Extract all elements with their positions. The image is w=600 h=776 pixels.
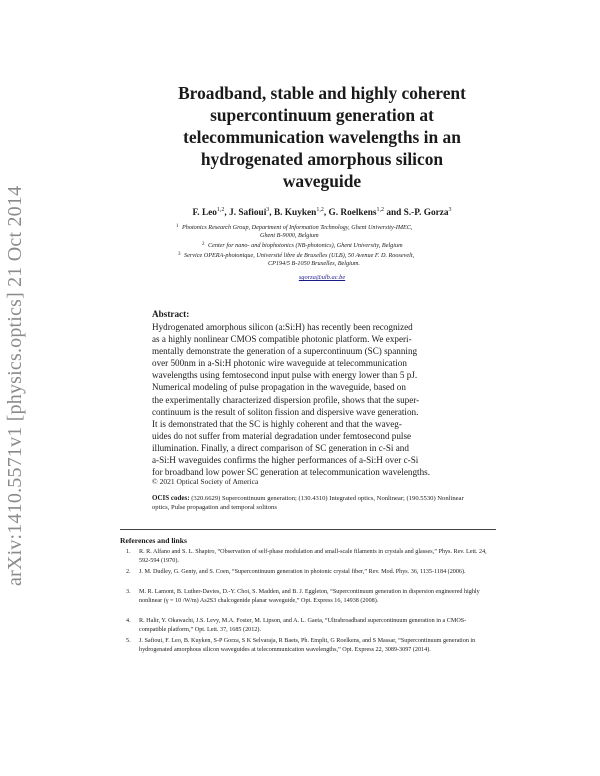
paper-title [140, 82, 504, 192]
copyright-notice: © 2021 Optical Society of America [152, 477, 259, 486]
reference-item [126, 637, 491, 654]
ocis-label: OCIS codes: [152, 494, 190, 502]
abstract-line: for broadband low power SC generation at telecommunication wavelengths. [152, 467, 430, 478]
reference-number: 2. [126, 569, 131, 575]
reference-number: 3. [126, 589, 131, 595]
abstract-line: Numerical modeling of pulse propagation in the waveguide, based on [152, 382, 406, 393]
abstract-line: illumination. Finally, a direct comparison of SC generation in c-Si and [152, 442, 409, 453]
reference-text: R. R. Alfano and S. L. Shapiro, “Observation of self-phase modulation and small-scale filaments in crystals and glasses,” Phys. Rev. Lett. 24, 592-594 (1970). [139, 549, 487, 564]
abstract-line: the experimentally characterized dispersion profile, shows that the super- [152, 394, 420, 405]
reference-number: 1. [126, 549, 131, 555]
author-affil-marker: 1,2 [376, 207, 385, 213]
ocis-text: (320.6629) Supercontinuum generation; (130.4310) Integrated optics, Nonlinear; (190.5530) Nonlinear optics, Pulse propagation and temporal solitons [152, 495, 464, 511]
abstract-heading: Abstract: [152, 309, 190, 319]
reference-item [126, 588, 491, 605]
affiliation [178, 252, 415, 269]
affiliation-number: 2 [202, 242, 205, 247]
abstract-line: uides do not suffer from material degradation under femtosecond pulse [152, 430, 412, 441]
affiliation-line: Ghent B-9000, Belgium [260, 232, 319, 240]
author-name: J. Safioui [229, 208, 267, 219]
title-line: hydrogenated amorphous silicon [200, 149, 444, 169]
contact-email-link[interactable]: sgorza@ulb.ac.be [298, 274, 346, 281]
affiliation [176, 224, 413, 241]
reference-text: R. Halir, Y. Okawachi, J.S. Levy, M.A. Foster, M. Lipson, and A. L. Gaeta, “Ultrabroadband supercontinuum generation in a CMOS-compatible platform,” Opt. Lett. 37, 1685 (2012). [139, 618, 467, 633]
author-affil-marker: 3 [266, 207, 270, 213]
abstract-body [152, 321, 462, 478]
abstract-line: as a highly nonlinear CMOS compatible photonic platform. We experi- [152, 334, 412, 345]
ocis-codes [152, 494, 464, 512]
title-line: waveguide [282, 171, 362, 191]
author-affil-marker: 1,2 [216, 207, 225, 213]
reference-item [126, 617, 491, 634]
abstract-line: wavelengths using femtosecond input pulse with energy lower than 5 pJ. [152, 370, 418, 381]
title-line: supercontinuum generation at [210, 105, 434, 125]
reference-text: J. Safioui, F. Leo, B. Kuyken, S-P Gorza, S K Selvaraja, R Baets, Ph. Emplit, G Roelkens, and S Massar, “Supercontinuum generation in hydrogenated amorphous silicon waveguides at telecommunication wavelengths,” Opt. Express 22, 3089-3097 (2014). [139, 638, 476, 653]
title-line: Broadband, stable and highly coherent [178, 83, 466, 103]
abstract-line: It is demonstrated that the SC is highly coherent and that the waveg- [152, 418, 402, 429]
title-line: telecommunication wavelengths in an [183, 127, 461, 147]
affiliation-number: 3 [178, 252, 181, 257]
author-name: B. Kuyken [273, 208, 317, 219]
affiliation-line: Photonics Research Group, Department of Information Technology, Ghent University-IMEC, [182, 224, 413, 231]
affiliation-line: CP194/5 B-1050 Bruxelles, Belgium. [268, 260, 360, 268]
reference-item [126, 568, 491, 577]
abstract-line: Hydrogenated amorphous silicon (a:Si:H) has recently been recognized [152, 322, 413, 332]
author-list: F. Leo$^{1,2}$, J. Safioui$^3$, B. Kuyken$^{1,2}$, G. Roelkens$^{1,2}$ and S.-P. Gorza$^3$ [192, 207, 452, 219]
author-name: G. Roelkens [328, 208, 377, 219]
reference-text: M. R. Lamont, B. Luther-Davies, D.-Y. Choi, S. Madden, and B. J. Eggleton, “Supercontinuum generation in dispersion engineered highly nonlinear (γ = 10 /W/m) As2S3 chalcogenide planar waveguide,” Opt. Express 16, 14938 (2008). [139, 589, 480, 604]
affiliation-line: Center for nano- and biophotonics (NB-photonics), Ghent University, Belgium [208, 242, 403, 249]
affiliation-number: 1 [176, 224, 179, 229]
reference-item [126, 548, 491, 565]
reference-number: 5. [126, 638, 131, 644]
reference-number: 4. [126, 618, 131, 624]
section-divider [120, 529, 496, 530]
author-name: F. Leo [192, 208, 217, 219]
abstract-line: mentally demonstrate the generation of a supercontinuum (SC) spanning [152, 346, 418, 357]
abstract-line: a-Si:H waveguides confirms the higher performances of a-Si:H over c-Si [152, 455, 419, 466]
author-name: S.-P. Gorza [403, 208, 449, 219]
author-affil-marker: 1,2 [316, 207, 324, 213]
author-affil-marker: 3 [448, 207, 452, 213]
abstract-line: continuum is the result of soliton fission and dispersive wave generation. [152, 406, 419, 417]
affiliation-line: Service OPERA-photonique, Université libre de Bruxelles (ULB), 50 Avenue F. D. Roosevelt, [184, 252, 415, 259]
arxiv-identifier-stamp: arXiv:1410.5571v1 [physics.optics] 21 Oct 2014 [4, 185, 26, 586]
affiliation [202, 242, 403, 250]
reference-text: J. M. Dudley, G. Genty, and S. Coen, “Supercontinuum generation in photonic crystal fiber,” Rev. Mod. Phys. 36, 1135-1184 (2006). [139, 569, 466, 575]
abstract-line: over 500nm in a-Si:H photonic wire waveguide at telecommunication [152, 358, 407, 369]
references-heading: References and links [120, 536, 187, 545]
